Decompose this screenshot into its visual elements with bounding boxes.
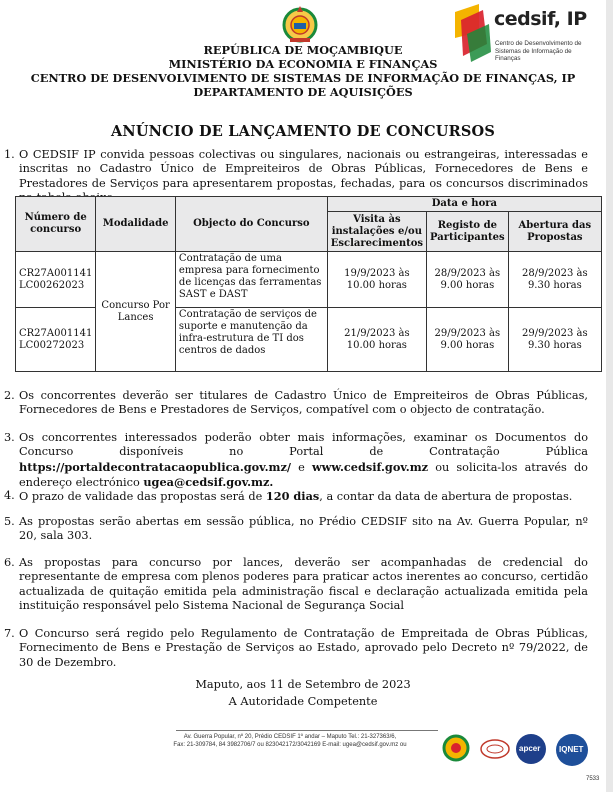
paragraph-text-part: e bbox=[291, 460, 312, 474]
paragraph-number: 4. bbox=[4, 489, 15, 502]
cell-registo: 29/9/2023 às 9.00 horas bbox=[427, 308, 509, 372]
footer-address: Av. Guerra Popular, nº 20, Prédio CEDSIF 1º andar – Maputo Tel.: 21-327363/6, bbox=[183, 734, 397, 740]
paragraph-text-part: , a contar da data de abertura de propostas. bbox=[319, 490, 573, 503]
paragraph-text: O Concurso será regido pelo Regulamento de Contratação de Empreitada de Obras Públicas, Fornecimento de Bens e Prestação de Serviços ao Estado, aprovado pelo Decreto nº 79/2022, de 30 de Dezembro. bbox=[19, 627, 588, 669]
footer-phone-email: Fax: 21-309784, 84 3982706/7 ou 823042172/3042169 E-mail: ugea@cedsif.gov.mz ou bbox=[173, 742, 407, 748]
paragraph-5 bbox=[4, 515, 588, 544]
col-header-data-hora: Data e hora bbox=[327, 197, 601, 212]
paragraph-4 bbox=[4, 489, 588, 504]
tender-table bbox=[15, 196, 602, 372]
paragraph-text: Os concorrentes deverão ser titulares de Cadastro Único de Empreiteiros de Obras Públicas, Fornecedores de Bens e Prestadores de Serviços, compatível com o objecto de contratação. bbox=[19, 389, 588, 417]
signature-authority: A Autoridade Competente bbox=[228, 695, 378, 708]
col-header-abertura: Abertura das Propostas bbox=[508, 212, 601, 252]
cell-visita: 19/9/2023 às 10.00 horas bbox=[327, 252, 426, 308]
col-header-registo: Registo de Participantes bbox=[427, 212, 509, 252]
paragraph-number: 6. bbox=[4, 556, 15, 569]
header-department: DEPARTAMENTO DE AQUISIÇÕES bbox=[193, 85, 413, 99]
paragraph-number: 1. bbox=[4, 148, 15, 161]
paragraph-text: O CEDSIF IP convida pessoas colectivas ou singulares, nacionais ou estrangeiras, interessadas e inscritas no Cadastro Único de Empreiteiros de Obras Públicas, Fornecedores de Bens e Prestadores de Serviços para apresentarem propostas, fechadas, para os concursos discriminados bbox=[19, 148, 588, 190]
paragraph-number: 3. bbox=[4, 431, 15, 444]
col-header-objecto: Objecto do Concurso bbox=[175, 197, 327, 252]
col-header-visita: Visita às instalações e/ou Esclarecimentos bbox=[327, 212, 426, 252]
cell-numero: CR27A001141 LC00262023 bbox=[16, 252, 96, 308]
paragraph-number: 5. bbox=[4, 515, 15, 528]
paragraph-number: 2. bbox=[4, 389, 15, 402]
apcer-badge-label: apcer bbox=[519, 744, 541, 753]
paragraph-number: 7. bbox=[4, 627, 15, 640]
col-header-modalidade: Modalidade bbox=[96, 197, 176, 252]
paragraph-text-part: Os concorrentes interessados poderão obter mais informações, examinar os Documentos do Concurso disponíveis no Portal de Contratação Pública bbox=[19, 431, 588, 459]
cell-modalidade: Concurso Por Lances bbox=[96, 252, 176, 372]
email-link[interactable]: ugea@cedsif.gov.mz. bbox=[143, 474, 274, 489]
paragraph-3 bbox=[4, 431, 588, 490]
website-link[interactable]: www.cedsif.gov.mz bbox=[311, 459, 429, 474]
page-code: 7533 bbox=[586, 776, 600, 782]
iqnet-badge-label: IQNET bbox=[559, 745, 584, 754]
paragraph-7 bbox=[4, 627, 588, 670]
apcer-badge-icon bbox=[516, 734, 546, 764]
emblem-seal-icon bbox=[442, 734, 470, 762]
scan-edge bbox=[606, 0, 613, 792]
cell-visita: 21/9/2023 às 10.00 horas bbox=[327, 308, 426, 372]
cell-objecto: Contratação de serviços de suporte e manutenção da infra-estrutura de TI dos centros de dados bbox=[175, 308, 327, 372]
cell-objecto: Contratação de uma empresa para fornecimento de licenças das ferramentas SAST e DAST bbox=[175, 252, 327, 308]
signature-place-date: Maputo, aos 11 de Setembro de 2023 bbox=[195, 678, 411, 691]
cedsif-logo-name: cedsif, IP bbox=[494, 8, 587, 30]
page-title: ANÚNCIO DE LANÇAMENTO DE CONCURSOS bbox=[110, 123, 496, 140]
certification-badge-icon bbox=[480, 738, 510, 760]
paragraph-6 bbox=[4, 556, 588, 613]
footer-divider bbox=[176, 730, 438, 731]
paragraph-text: As propostas serão abertas em sessão pública, no Prédio CEDSIF sito na Av. Guerra Popular, nº 20, sala 303. bbox=[19, 515, 588, 543]
paragraph-text bbox=[19, 431, 588, 490]
paragraph-text-part: ou solicita-los através do endereço electrónico bbox=[19, 460, 588, 489]
cell-abertura: 29/9/2023 às 9.30 horas bbox=[508, 308, 601, 372]
header-ministry: MINISTÉRIO DA ECONOMIA E FINANÇAS bbox=[168, 57, 438, 71]
mozambique-emblem-icon bbox=[280, 4, 320, 44]
paragraph-text: As propostas para concurso por lances, deverão ser acompanhadas de credencial do representante de empresa com plenos poderes para praticar actos inerentes ao concurso, certidão actualizada de quitação emitida pela administração fiscal e declaração actualizada emitida pela instituição responsável pelo Sistema Nacional de Segurança Social bbox=[19, 556, 588, 612]
table-row bbox=[16, 252, 602, 308]
header-republic: REPÚBLICA DE MOÇAMBIQUE bbox=[203, 43, 403, 57]
cedsif-logo-tagline: Centro de Desenvolvimento de Sistemas de Informação de Finanças bbox=[495, 40, 582, 62]
header-centre: CENTRO DE DESENVOLVIMENTO DE SISTEMAS DE INFORMAÇÃO DE FINANÇAS, IP bbox=[30, 71, 576, 85]
cell-abertura: 28/9/2023 às 9.30 horas bbox=[508, 252, 601, 308]
iqnet-badge-icon bbox=[556, 734, 588, 766]
cell-numero: CR27A001141 LC00272023 bbox=[16, 308, 96, 372]
paragraph-2 bbox=[4, 389, 588, 418]
footer-contact bbox=[140, 733, 440, 749]
validity-days: 120 dias bbox=[265, 489, 320, 503]
col-header-numero: Número de concurso bbox=[16, 197, 96, 252]
paragraph-text bbox=[19, 489, 588, 504]
paragraph-text-part: O prazo de validade das propostas será de bbox=[19, 490, 266, 503]
portal-link[interactable]: https://portaldecontratacaopublica.gov.mz/ bbox=[19, 459, 292, 474]
cell-registo: 28/9/2023 às 9.00 horas bbox=[427, 252, 509, 308]
